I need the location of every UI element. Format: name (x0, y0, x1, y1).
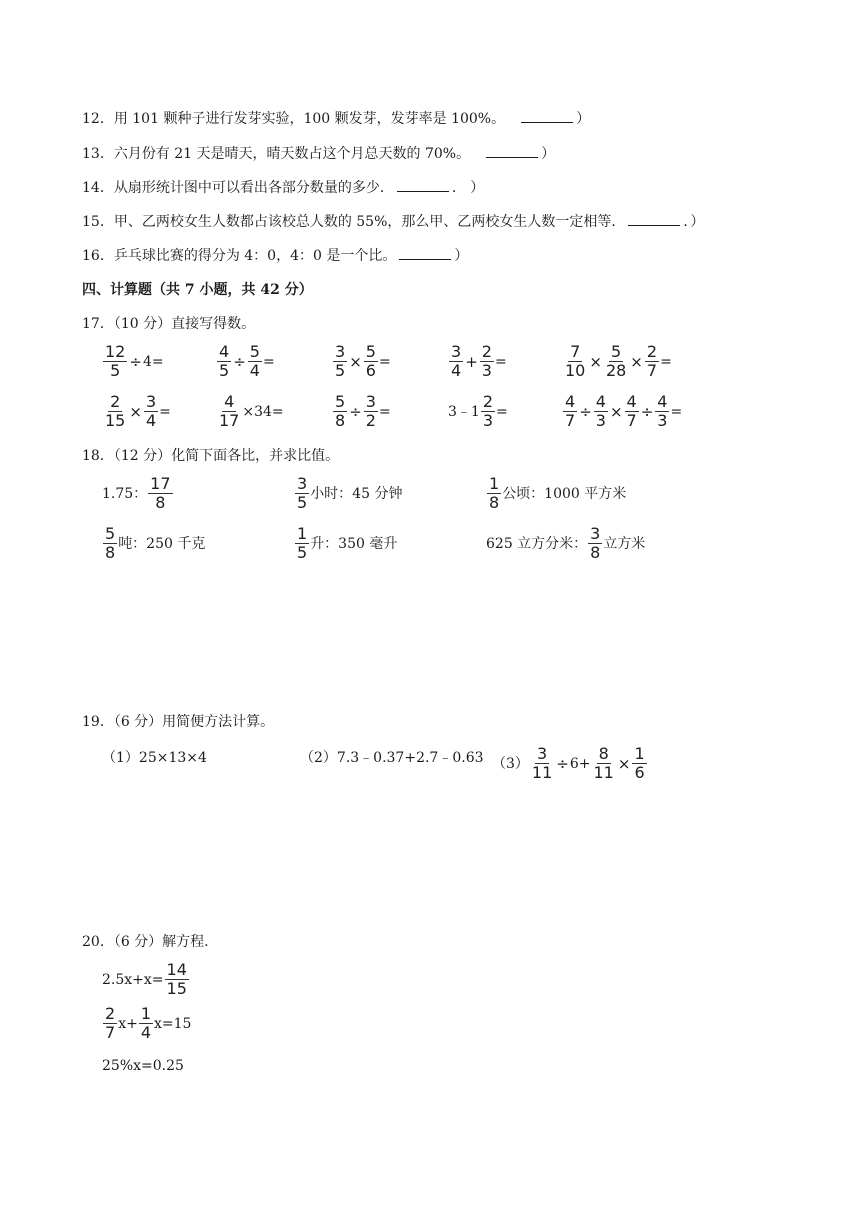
fraction: $\frac{4}{3}$ (595, 392, 606, 430)
fraction: $\frac{2}{3}$ (481, 342, 492, 380)
fraction: $\frac{3}{8}$ (590, 524, 601, 562)
question-15 (82, 212, 704, 232)
q19-part-3: （3） $\frac{3}{11}$ ÷ 6+ $\frac{8}{11}$ × $\frac{1}{6}$ (492, 744, 645, 782)
fraction: $\frac{7}{10}$ (565, 342, 586, 380)
fraction: $\frac{2}{3}$ (482, 392, 494, 430)
fraction: $\frac{5}{8}$ (105, 524, 116, 562)
question-20-title: 20．（6 分）解方程. (82, 934, 209, 950)
q17-expr-10: $\frac{4}{7}$ ÷ $\frac{4}{3}$ × $\frac{4}{7}$ ÷ $\frac{4}{3}$ = (565, 392, 683, 430)
question-text: 从扇形统计图中可以看出各部分数量的多少． (113, 180, 394, 196)
q18-ratio-5: $\frac{1}{5}$ 升：350 毫升 (297, 524, 398, 562)
q20-equation-2: $\frac{2}{7}$ x+ $\frac{1}{4}$ x=15 (105, 1004, 192, 1042)
q17-expr-7: $\frac{4}{17}$ ×34= (219, 392, 284, 430)
question-number: 14． (82, 180, 114, 196)
fraction: $\frac{2}{7}$ (105, 1004, 116, 1042)
q19-part-2: （2）7.3﹣0.37+2.7﹣0.63 (300, 750, 484, 766)
fraction: $\frac{4}{3}$ (657, 392, 668, 430)
q20-equation-1: 2.5x+x= $\frac{14}{15}$ (102, 960, 187, 998)
q17-expr-6: $\frac{2}{15}$ × $\frac{3}{4}$ = (105, 392, 171, 430)
q17-expr-5: $\frac{7}{10}$ × $\frac{5}{28}$ × $\frac{2}{7}$ = (565, 342, 672, 380)
question-text: 甲、乙两校女生人数都占该校总人数的 55%，那么甲、乙两校女生人数一定相等． (113, 214, 626, 230)
question-number: 13． (82, 146, 114, 162)
fraction: $\frac{4}{7}$ (565, 392, 576, 430)
question-tail: ．） (683, 214, 705, 230)
q18-ratio-1: 1.75： $\frac{17}{8}$ (102, 474, 171, 512)
question-13 (82, 144, 555, 164)
q17-expr-4: $\frac{3}{4}$ + $\frac{2}{3}$ = (451, 342, 507, 380)
q18-ratio-3: $\frac{1}{8}$ 公顷：1000 平方米 (489, 474, 627, 512)
question-16 (82, 246, 468, 266)
question-17-title: 17．（10 分）直接写得数。 (82, 316, 256, 332)
fraction: $\frac{2}{7}$ (646, 342, 658, 380)
fraction: $\frac{3}{11}$ (531, 744, 553, 782)
question-text: 乒乓球比赛的得分为 4：0，4：0 是一个比。 (113, 248, 397, 264)
question-tail: ） (541, 146, 556, 162)
fraction: $\frac{2}{15}$ (105, 392, 126, 430)
fraction: $\frac{5}{8}$ (335, 392, 346, 430)
answer-blank[interactable] (397, 179, 449, 192)
fraction: $\frac{5}{6}$ (365, 342, 376, 380)
fraction: $\frac{17}{8}$ (150, 474, 171, 512)
fraction: $\frac{8}{11}$ (593, 744, 614, 782)
q18-ratio-4: $\frac{5}{8}$ 吨：250 千克 (105, 524, 206, 562)
question-12 (82, 109, 590, 129)
q18-ratio-2: $\frac{3}{5}$ 小时：45 分钟 (297, 474, 403, 512)
question-tail: ） (454, 248, 469, 264)
answer-blank[interactable] (628, 213, 680, 226)
answer-blank[interactable] (521, 110, 573, 123)
fraction: $\frac{3}{5}$ (297, 474, 308, 512)
question-number: 15． (82, 214, 114, 230)
fraction: $\frac{3}{4}$ (451, 342, 462, 380)
fraction: $\frac{3}{4}$ (145, 392, 157, 430)
question-14 (82, 178, 484, 198)
fraction: $\frac{1}{6}$ (634, 744, 645, 782)
question-18-title: 18．（12 分）化简下面各比，并求比值。 (82, 448, 340, 464)
fraction: $\frac{4}{5}$ (219, 342, 230, 380)
fraction: $\frac{3}{5}$ (335, 342, 346, 380)
fraction: $\frac{1}{4}$ (140, 1004, 152, 1042)
fraction: $\frac{1}{8}$ (489, 474, 500, 512)
question-text: 用 101 颗种子进行发芽实验，100 颗发芽，发芽率是 100%。 (113, 111, 506, 127)
q17-expr-3: $\frac{3}{5}$ × $\frac{5}{6}$ = (335, 342, 391, 380)
question-19-title: 19．（6 分）用简便方法计算。 (82, 714, 275, 730)
answer-blank[interactable] (486, 145, 538, 158)
answer-blank[interactable] (399, 247, 451, 260)
q17-expr-1: $\frac{12}{5}$ ÷ 4= (105, 342, 164, 380)
q18-ratio-6: 625 立方分米： $\frac{3}{8}$ 立方米 (486, 524, 646, 562)
question-tail: ） (576, 111, 591, 127)
section-heading: 四、计算题（共 7 小题，共 42 分） (82, 282, 313, 298)
q17-expr-9: 3﹣1 $\frac{2}{3}$ = (448, 392, 508, 430)
q17-expr-2: $\frac{4}{5}$ ÷ $\frac{5}{4}$ = (219, 342, 275, 380)
fraction: $\frac{4}{17}$ (219, 392, 240, 430)
fraction: $\frac{12}{5}$ (105, 342, 126, 380)
fraction: $\frac{14}{15}$ (166, 960, 187, 998)
question-number: 12． (82, 111, 114, 127)
fraction: $\frac{5}{4}$ (249, 342, 260, 380)
fraction: $\frac{5}{28}$ (605, 342, 627, 380)
fraction: $\frac{3}{2}$ (365, 392, 376, 430)
fraction: $\frac{1}{5}$ (297, 524, 308, 562)
question-tail: ． ） (451, 180, 485, 196)
q17-expr-8: $\frac{5}{8}$ ÷ $\frac{3}{2}$ = (335, 392, 391, 430)
question-number: 16． (82, 248, 114, 264)
question-text: 六月份有 21 天是晴天，晴天数占这个月总天数的 70%。 (113, 146, 471, 162)
q19-part-1: （1）25×13×4 (102, 750, 207, 766)
q20-equation-3: 25%x=0.25 (102, 1058, 184, 1074)
fraction: $\frac{4}{7}$ (626, 392, 637, 430)
